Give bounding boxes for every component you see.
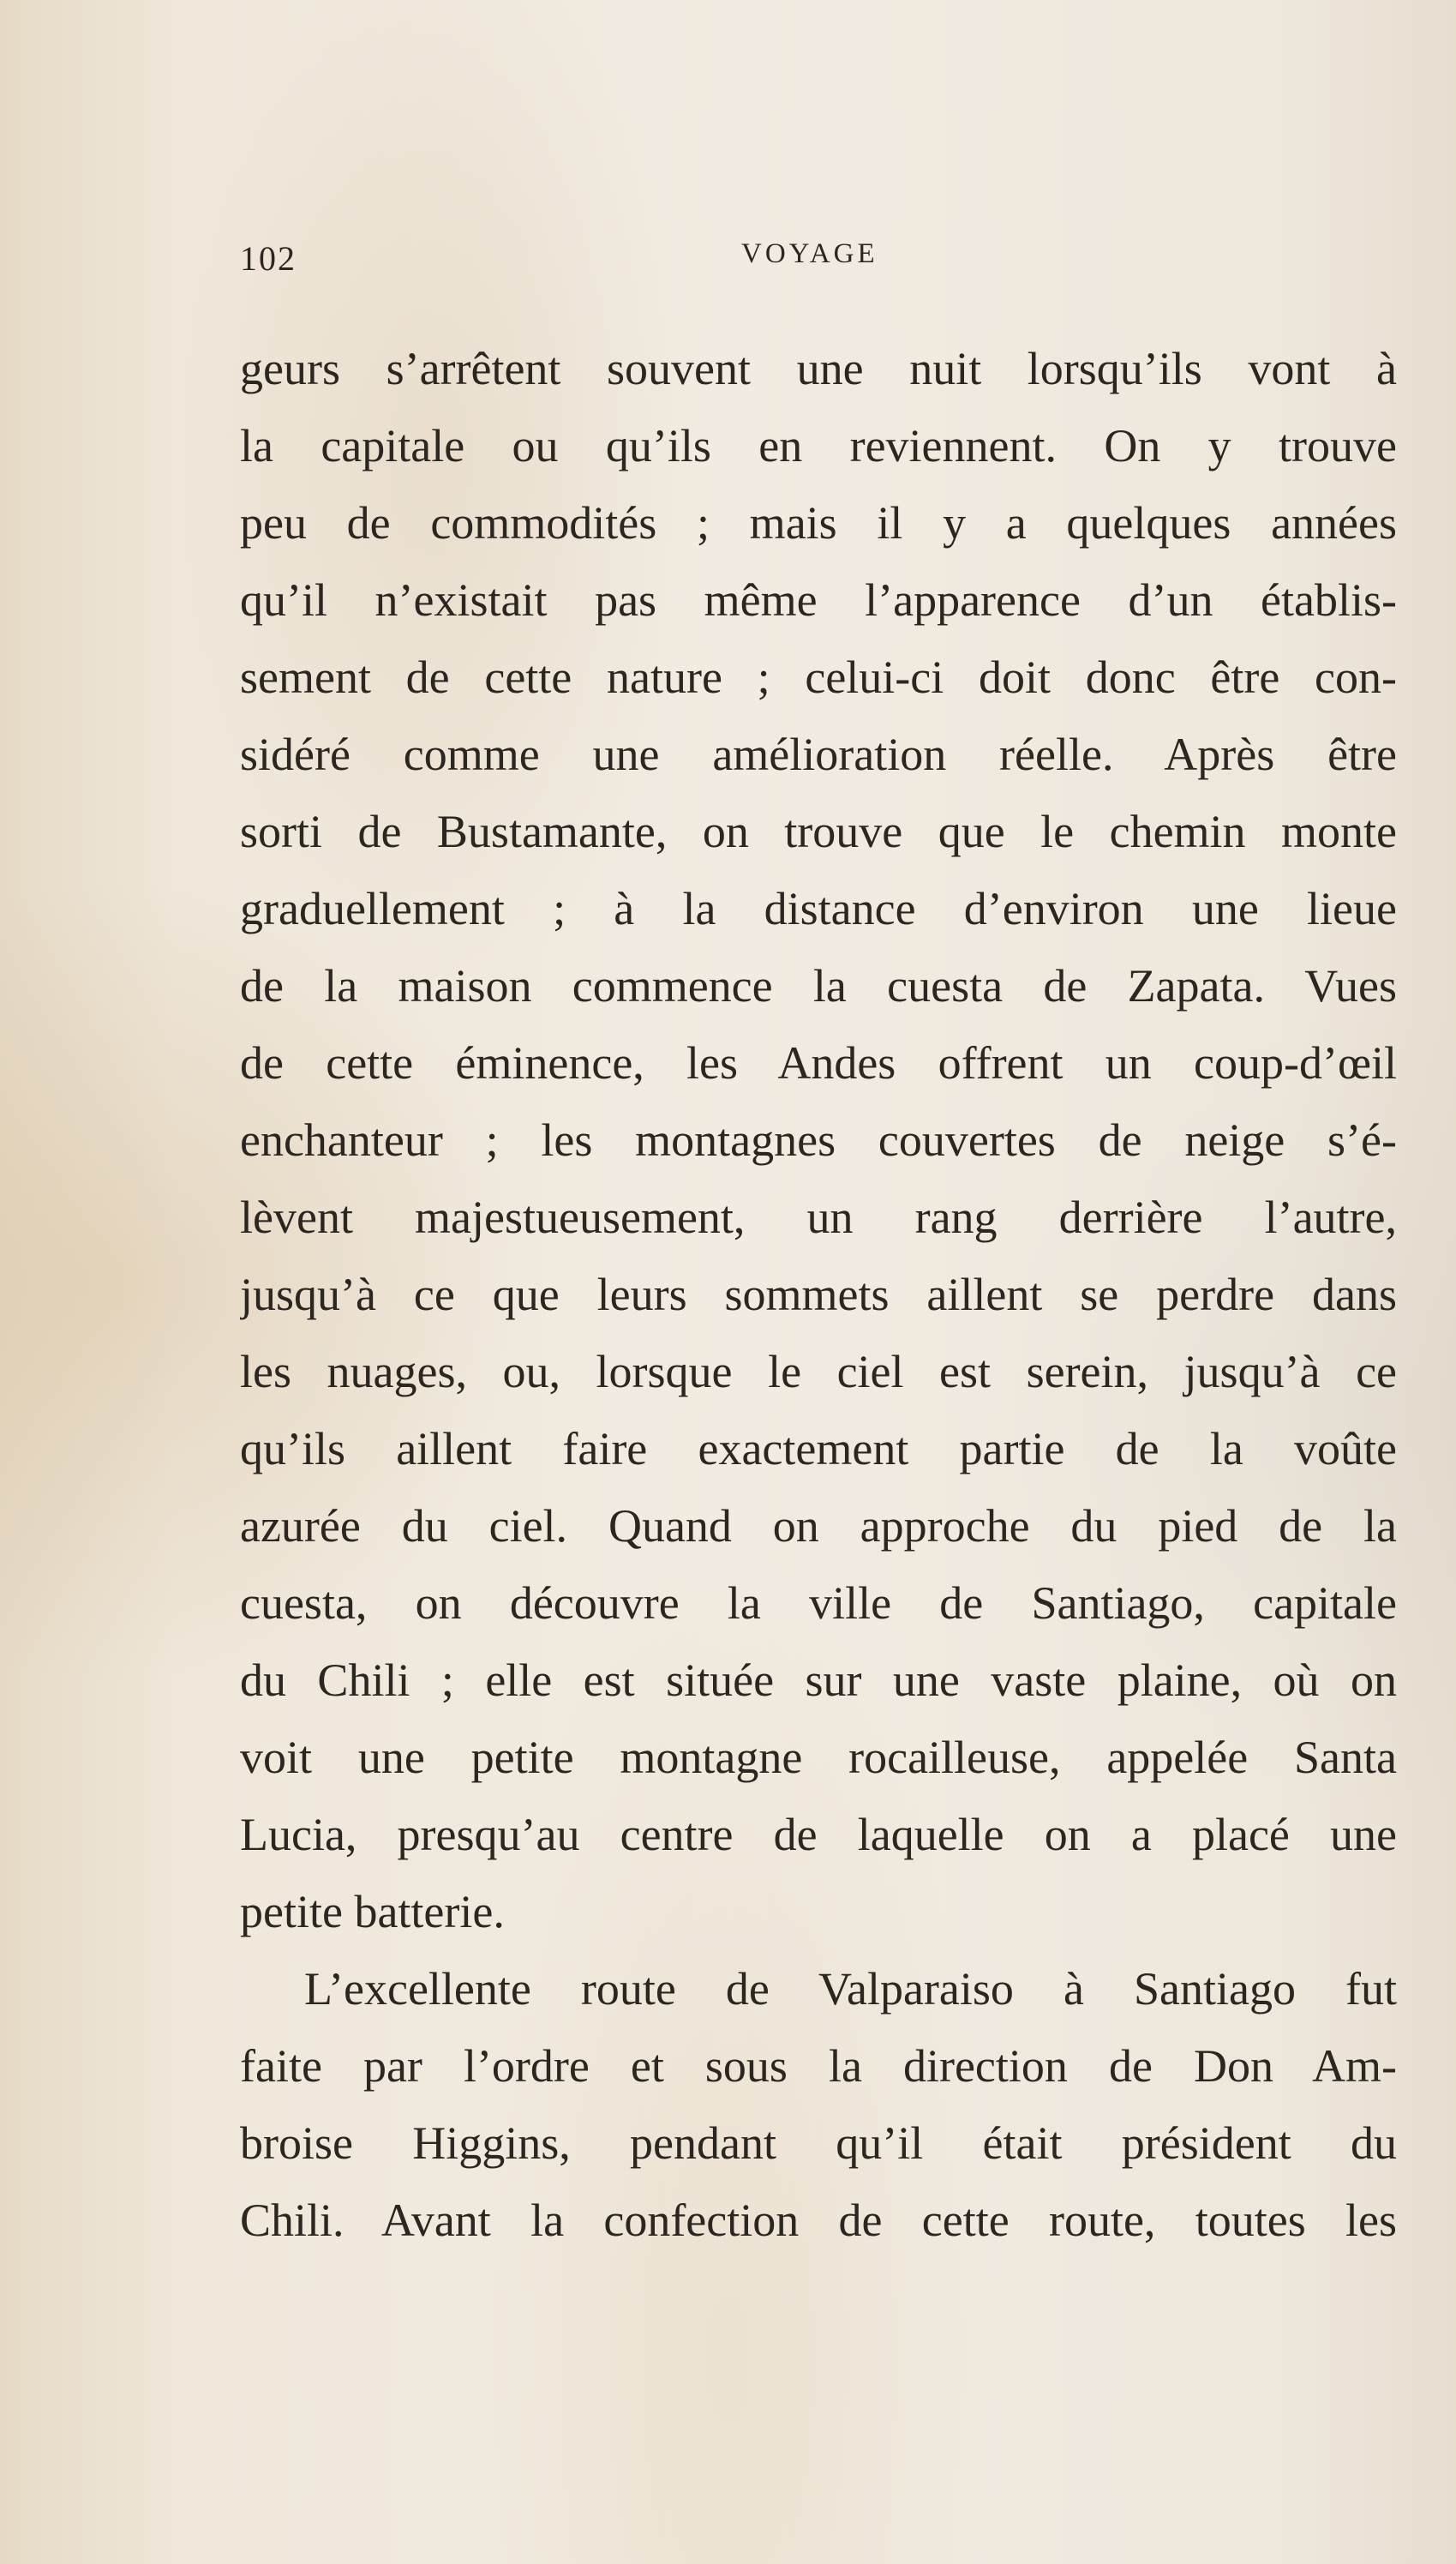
text-line: geurs s’arrêtent souvent une nuit lorsqu’ils vont à — [240, 343, 1397, 394]
text-line: peu de commodités ; mais il y a quelques années — [240, 497, 1397, 549]
page-number: 102 — [240, 239, 297, 278]
text-line: azurée du ciel. Quand on approche du pied de la — [240, 1500, 1397, 1552]
text-line: graduellement ; à la distance d’environ une lieue — [240, 883, 1397, 934]
text-line: la capitale ou qu’ils en reviennent. On y trouve — [240, 420, 1397, 471]
text-line: du Chili ; elle est située sur une vaste plaine, où on — [240, 1654, 1397, 1706]
text-line: les nuages, ou, lorsque le ciel est serein, jusqu’à ce — [240, 1346, 1397, 1397]
text-line: de cette éminence, les Andes offrent un coup-d’œil — [240, 1037, 1397, 1089]
paragraph-first-line: L’excellente route de Valparaiso à Santiago fut — [304, 1963, 1397, 2015]
text-line: cuesta, on découvre la ville de Santiago, capitale — [240, 1577, 1397, 1629]
text-line: qu’ils aillent faire exactement partie de la voûte — [240, 1423, 1397, 1474]
running-head: VOYAGE — [741, 238, 878, 269]
text-line: enchanteur ; les montagnes couvertes de neige s’é- — [240, 1114, 1397, 1166]
text-line: sement de cette nature ; celui-ci doit donc être con- — [240, 652, 1397, 703]
text-line: Lucia, presqu’au centre de laquelle on a placé une — [240, 1809, 1397, 1860]
paragraph-end-line: petite batterie. — [240, 1886, 505, 1937]
text-line: sidéré comme une amélioration réelle. Après être — [240, 729, 1397, 780]
text-line: sorti de Bustamante, on trouve que le chemin monte — [240, 806, 1397, 857]
text-line: jusqu’à ce que leurs sommets aillent se perdre dans — [240, 1269, 1397, 1320]
text-line: faite par l’ordre et sous la direction de Don Am- — [240, 2040, 1397, 2092]
text-line: Chili. Avant la confection de cette route, toutes les — [240, 2195, 1397, 2246]
text-line: broise Higgins, pendant qu’il était président du — [240, 2117, 1397, 2169]
body-text — [240, 330, 1397, 2259]
page-header — [240, 238, 1397, 290]
text-line: voit une petite montagne rocailleuse, appelée Santa — [240, 1732, 1397, 1783]
text-line: de la maison commence la cuesta de Zapata. Vues — [240, 960, 1397, 1012]
text-line: qu’il n’existait pas même l’apparence d’un établis- — [240, 574, 1397, 626]
text-line: lèvent majestueusement, un rang derrière l’autre, — [240, 1192, 1397, 1243]
